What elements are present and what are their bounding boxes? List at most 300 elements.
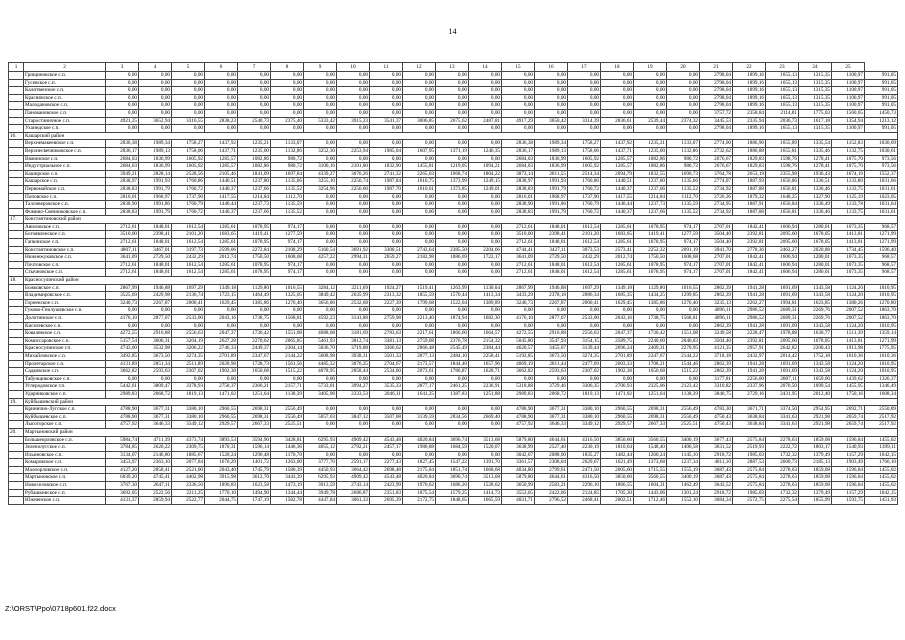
settlement-name: Талловеровское с.п. xyxy=(24,201,106,209)
row-index-cell xyxy=(9,368,24,376)
value-cell: 2712,61 xyxy=(502,239,535,247)
value-cell: 0,00 xyxy=(568,375,601,383)
value-cell: 1605,92 xyxy=(172,163,205,171)
value-cell: 1596,84 xyxy=(832,474,865,482)
value-cell: 1691,69 xyxy=(766,292,799,300)
value-cell: 1237,73 xyxy=(634,201,667,209)
value-cell: 4020,84 xyxy=(403,436,436,444)
value-cell: 2267,87 xyxy=(535,299,568,307)
value-cell: 1157,29 xyxy=(832,489,865,497)
value-cell: 1336,49 xyxy=(799,201,832,209)
value-cell: 1715,55 xyxy=(634,466,667,474)
value-cell: 1280,01 xyxy=(799,269,832,277)
value-cell: 974,17 xyxy=(271,239,304,247)
value-cell: 0,00 xyxy=(601,322,634,330)
value-cell: 2866,48 xyxy=(403,345,436,353)
value-cell: 3197,73 xyxy=(172,246,205,254)
value-cell: 991,05 xyxy=(865,94,898,102)
value-cell: 2040,83 xyxy=(667,337,700,345)
value-cell: 2916,88 xyxy=(139,330,172,338)
table-header-row xyxy=(9,63,898,72)
value-cell: 1842,41 xyxy=(733,269,766,277)
value-cell: 1732,32 xyxy=(766,451,799,459)
value-cell: 3850,60 xyxy=(601,436,634,444)
value-cell: 1235,21 xyxy=(634,140,667,148)
row-index-cell xyxy=(9,413,24,421)
settlement-name: Богоявленское с.п. xyxy=(24,231,106,239)
value-cell: 1886,69 xyxy=(436,254,469,262)
value-cell: 2836,38 xyxy=(502,140,535,148)
value-cell: 2635,99 xyxy=(337,292,370,300)
value-cell: 2572,75 xyxy=(733,497,766,505)
value-cell: 1656,81 xyxy=(766,185,799,193)
value-cell: 1656,81 xyxy=(766,208,799,216)
row-index-cell xyxy=(9,102,24,110)
district-name: Куйбышевский район xyxy=(24,398,898,406)
column-header: 2 xyxy=(24,63,106,72)
value-cell: 1836,99 xyxy=(139,155,172,163)
value-cell: 1446,36 xyxy=(271,444,304,452)
value-cell: 0,00 xyxy=(502,94,535,102)
row-index-cell xyxy=(9,155,24,163)
value-cell: 4745,41 xyxy=(139,474,172,482)
value-cell: 1596,40 xyxy=(865,246,898,254)
value-cell: 1886,96 xyxy=(733,140,766,148)
value-cell: 0,00 xyxy=(139,102,172,110)
value-cell: 1859,08 xyxy=(799,482,832,490)
value-cell: 1775,95 xyxy=(865,345,898,353)
value-cell: 2836,17 xyxy=(106,147,139,155)
value-cell: 0,00 xyxy=(370,261,403,269)
value-cell: 0,00 xyxy=(271,109,304,117)
value-cell: 0,00 xyxy=(403,231,436,239)
value-cell: 1819,13 xyxy=(172,390,205,398)
value-cell: 1515,22 xyxy=(271,368,304,376)
value-cell: 1440,44 xyxy=(601,201,634,209)
value-cell: 0,00 xyxy=(337,223,370,231)
settlement-name: Большеорловское с.п. xyxy=(24,436,106,444)
value-cell: 0,00 xyxy=(469,94,502,102)
value-cell: 1237,66 xyxy=(634,208,667,216)
value-cell: 1278,41 xyxy=(799,155,832,163)
value-cell: 1596,84 xyxy=(832,482,865,490)
column-header: 24 xyxy=(799,63,832,72)
table-row xyxy=(9,223,898,231)
value-cell: 0,00 xyxy=(172,322,205,330)
column-header: 25 xyxy=(832,63,865,72)
value-cell: 1697,84 xyxy=(271,170,304,178)
value-cell: 1728,73 xyxy=(238,360,271,368)
value-cell: 0,00 xyxy=(205,79,238,87)
district-number: 20. xyxy=(9,428,24,436)
value-cell: 0,00 xyxy=(337,125,370,133)
table-row xyxy=(9,231,898,239)
value-cell: 0,00 xyxy=(502,375,535,383)
table-row xyxy=(9,315,898,323)
value-cell: 2729,50 xyxy=(535,254,568,262)
value-cell: 2838,90 xyxy=(106,201,139,209)
value-cell: 1249,01 xyxy=(469,185,502,193)
value-cell: 0,00 xyxy=(502,72,535,80)
value-cell: 1980,88 xyxy=(403,444,436,452)
value-cell: 1551,08 xyxy=(667,330,700,338)
value-cell: 1260,24 xyxy=(634,451,667,459)
value-cell: 4096,11 xyxy=(700,307,733,315)
value-cell: 2532,68 xyxy=(337,299,370,307)
value-cell: 0,00 xyxy=(304,79,337,87)
table-row xyxy=(9,269,898,277)
value-cell: 3501,33 xyxy=(370,352,403,360)
value-cell: 1913,98 xyxy=(832,345,865,353)
table-row xyxy=(9,201,898,209)
value-cell: 1842,41 xyxy=(733,223,766,231)
value-cell: 4402,98 xyxy=(172,474,205,482)
value-cell: 2729,16 xyxy=(733,390,766,398)
value-cell: 1129,80 xyxy=(634,284,667,292)
value-cell: 0,00 xyxy=(535,87,568,95)
value-cell: 2960,55 xyxy=(205,413,238,421)
value-cell: 2734,92 xyxy=(700,185,733,193)
value-cell: 0,00 xyxy=(535,79,568,87)
value-cell: 3349,12 xyxy=(568,421,601,429)
value-cell: 991,05 xyxy=(865,102,898,110)
value-cell: 1285,57 xyxy=(601,155,634,163)
value-cell: 2392,81 xyxy=(733,231,766,239)
value-cell: 2335,94 xyxy=(733,117,766,125)
value-cell: 2003,33 xyxy=(601,360,634,368)
value-cell: 2545,49 xyxy=(436,345,469,353)
settlement-name: Калитвенское с.п. xyxy=(24,87,106,95)
value-cell: 2533,00 xyxy=(568,315,601,323)
value-cell: 1899,16 xyxy=(733,72,766,80)
value-cell: 1659,00 xyxy=(799,375,832,383)
value-cell: 0,00 xyxy=(304,239,337,247)
value-cell: 1349,18 xyxy=(205,284,238,292)
value-cell: 0,00 xyxy=(304,223,337,231)
value-cell: 1836,99 xyxy=(535,163,568,171)
table-row xyxy=(9,413,898,421)
value-cell: 2269,76 xyxy=(799,315,832,323)
row-index-cell xyxy=(9,360,24,368)
value-cell: 3316,55 xyxy=(172,117,205,125)
value-cell: 2462,27 xyxy=(766,246,799,254)
district-number: 18. xyxy=(9,277,24,285)
table-row xyxy=(9,87,898,95)
value-cell: 5045,80 xyxy=(502,337,535,345)
value-cell: 1346,49 xyxy=(865,383,898,391)
value-cell: 1413,81 xyxy=(832,337,865,345)
value-cell: 3532,98 xyxy=(139,345,172,353)
value-cell: 0,00 xyxy=(436,72,469,80)
value-cell: 2778,36 xyxy=(733,246,766,254)
value-cell: 0,00 xyxy=(337,155,370,163)
value-cell: 1745,79 xyxy=(238,466,271,474)
value-cell: 2517,92 xyxy=(865,413,898,421)
value-cell: 1655,13 xyxy=(766,94,799,102)
settlement-name: Первомайское с.п. xyxy=(24,185,106,193)
value-cell: 1623,85 xyxy=(799,299,832,307)
value-cell: 1237,66 xyxy=(238,208,271,216)
tariff-table-container xyxy=(8,62,897,505)
column-header: 6 xyxy=(205,63,238,72)
value-cell: 2005,60 xyxy=(601,466,634,474)
value-cell: 3240,73 xyxy=(106,299,139,307)
value-cell: 1031,66 xyxy=(865,178,898,186)
value-cell: 1555,19 xyxy=(667,466,700,474)
value-cell: 2432,97 xyxy=(733,352,766,360)
value-cell: 974,17 xyxy=(667,223,700,231)
value-cell: 0,00 xyxy=(205,109,238,117)
value-cell: 3691,92 xyxy=(337,246,370,254)
value-cell: 1723,15 xyxy=(205,292,238,300)
value-cell: 2838,97 xyxy=(106,178,139,186)
column-header: 13 xyxy=(436,63,469,72)
value-cell: 1760,72 xyxy=(568,208,601,216)
value-cell: 1691,69 xyxy=(766,368,799,376)
value-cell: 0,00 xyxy=(238,94,271,102)
value-cell: 1132,75 xyxy=(832,147,865,155)
value-cell: 1623,58 xyxy=(238,482,271,490)
value-cell: 1315,35 xyxy=(799,72,832,80)
value-cell: 4807,11 xyxy=(106,246,139,254)
row-index-cell xyxy=(9,375,24,383)
value-cell: 1836,99 xyxy=(535,155,568,163)
value-cell: 3141,88 xyxy=(337,315,370,323)
value-cell: 3677,31 xyxy=(535,406,568,414)
value-cell: 1010,95 xyxy=(865,360,898,368)
value-cell: 0,00 xyxy=(370,322,403,330)
value-cell: 4131,37 xyxy=(106,497,139,505)
value-cell: 6295,93 xyxy=(304,474,337,482)
value-cell: 1899,16 xyxy=(733,94,766,102)
value-cell: 2575,84 xyxy=(733,474,766,482)
value-cell: 2918,72 xyxy=(700,489,733,497)
value-cell: 1989,13 xyxy=(535,147,568,155)
value-cell: 0,00 xyxy=(337,94,370,102)
value-cell: 4272,55 xyxy=(106,330,139,338)
row-index-cell xyxy=(9,421,24,429)
value-cell: 3850,60 xyxy=(601,474,634,482)
value-cell: 4031,71 xyxy=(502,497,535,505)
value-cell: 1691,69 xyxy=(766,284,799,292)
value-cell: 5192,85 xyxy=(502,352,535,360)
value-cell: 1237,66 xyxy=(634,185,667,193)
value-cell: 1896,83 xyxy=(205,482,238,490)
value-cell: 1650,68 xyxy=(634,368,667,376)
value-cell: 4020,84 xyxy=(403,474,436,482)
value-cell: 2556,49 xyxy=(271,413,304,421)
value-cell: 2157,71 xyxy=(271,383,304,391)
value-cell: 3696,74 xyxy=(436,436,469,444)
value-cell: 1413,34 xyxy=(469,292,502,300)
value-cell: 1606,94 xyxy=(766,261,799,269)
row-index-cell xyxy=(9,315,24,323)
value-cell: 0,00 xyxy=(304,201,337,209)
value-cell: 1280,01 xyxy=(799,223,832,231)
value-cell: 3380,10 xyxy=(568,413,601,421)
value-cell: 1722,17 xyxy=(469,254,502,262)
value-cell: 2877,13 xyxy=(403,352,436,360)
value-cell: 3240,73 xyxy=(502,299,535,307)
value-cell: 2277,43 xyxy=(370,459,403,467)
value-cell: 1482,44 xyxy=(601,451,634,459)
value-cell: 2689,31 xyxy=(766,315,799,323)
value-cell: 5984,74 xyxy=(106,436,139,444)
value-cell: 1130,04 xyxy=(469,284,502,292)
value-cell: 1100,97 xyxy=(832,94,865,102)
value-cell: 1082,86 xyxy=(238,155,271,163)
value-cell: 1612,54 xyxy=(172,223,205,231)
value-cell: 1605,92 xyxy=(172,155,205,163)
value-cell: 2385,50 xyxy=(436,246,469,254)
value-cell: 3941,70 xyxy=(700,246,733,254)
value-cell: 1859,08 xyxy=(799,474,832,482)
value-cell: 1343,58 xyxy=(799,368,832,376)
value-cell: 1924,27 xyxy=(370,284,403,292)
value-cell: 1730,42 xyxy=(634,330,667,338)
value-cell: 1941,28 xyxy=(733,284,766,292)
value-cell: 1042,15 xyxy=(865,489,898,497)
value-cell: 0,00 xyxy=(667,307,700,315)
value-cell: 2712,61 xyxy=(106,261,139,269)
value-cell: 0,00 xyxy=(436,375,469,383)
value-cell: 3662,82 xyxy=(106,368,139,376)
value-cell: 5733,01 xyxy=(304,383,337,391)
value-cell: 1612,54 xyxy=(568,261,601,269)
value-cell: 0,00 xyxy=(403,201,436,209)
value-cell: 0,00 xyxy=(667,94,700,102)
value-cell: 0,00 xyxy=(304,307,337,315)
value-cell: 2136,74 xyxy=(172,292,205,300)
value-cell: 2046,11 xyxy=(370,390,403,398)
value-cell: 0,00 xyxy=(502,307,535,315)
value-cell: 1851,74 xyxy=(436,466,469,474)
value-cell: 1078,95 xyxy=(238,261,271,269)
value-cell: 1440,51 xyxy=(601,178,634,186)
value-cell: 0,00 xyxy=(436,406,469,414)
value-cell: 1887,88 xyxy=(733,208,766,216)
value-cell: 2758,37 xyxy=(205,383,238,391)
value-cell: 4096,11 xyxy=(700,315,733,323)
value-cell: 3638,84 xyxy=(733,413,766,421)
value-cell: 1462,49 xyxy=(667,482,700,490)
value-cell: 2309,75 xyxy=(172,444,205,452)
value-cell: 0,00 xyxy=(304,269,337,277)
value-cell: 1031,61 xyxy=(865,185,898,193)
value-cell: 2986,52 xyxy=(733,315,766,323)
value-cell: 1135,59 xyxy=(271,201,304,209)
value-cell: 4788,90 xyxy=(106,406,139,414)
value-cell: 2726,36 xyxy=(700,193,733,201)
value-cell: 2712,61 xyxy=(502,261,535,269)
value-cell: 3718,18 xyxy=(700,352,733,360)
value-cell: 1848,01 xyxy=(139,261,172,269)
value-cell: 0,00 xyxy=(535,94,568,102)
value-cell: 1451,93 xyxy=(865,497,898,505)
value-cell: 973,56 xyxy=(865,163,898,171)
value-cell: 2020,88 xyxy=(799,246,832,254)
value-cell: 0,00 xyxy=(271,94,304,102)
value-cell: 2449,37 xyxy=(238,345,271,353)
value-cell: 1285,61 xyxy=(601,261,634,269)
value-cell: 2862,39 xyxy=(700,292,733,300)
value-cell: 2511,89 xyxy=(172,360,205,368)
value-cell: 1593,75 xyxy=(832,497,865,505)
value-cell: 3006,85 xyxy=(403,117,436,125)
value-cell: 1832,90 xyxy=(370,163,403,171)
column-header: 20 xyxy=(667,63,700,72)
value-cell: 3677,31 xyxy=(139,413,172,421)
row-index-cell xyxy=(9,193,24,201)
value-cell: 0,00 xyxy=(403,223,436,231)
value-cell: 0,00 xyxy=(568,322,601,330)
value-cell: 2252,32 xyxy=(634,246,667,254)
value-cell: 2278,63 xyxy=(766,482,799,490)
row-index-cell xyxy=(9,79,24,87)
value-cell: 0,00 xyxy=(238,307,271,315)
value-cell: 3641,09 xyxy=(106,254,139,262)
row-index-cell xyxy=(9,337,24,345)
value-cell: 1473,19 xyxy=(271,482,304,490)
value-cell: 3594,90 xyxy=(238,436,271,444)
value-cell: 2698,31 xyxy=(634,413,667,421)
value-cell: 2575,84 xyxy=(733,466,766,474)
value-cell: 1607,95 xyxy=(403,147,436,155)
value-cell: 2707,01 xyxy=(700,223,733,231)
value-cell: 1656,84 xyxy=(766,201,799,209)
value-cell: 2007,52 xyxy=(832,307,865,315)
value-cell: 1664,57 xyxy=(469,330,502,338)
value-cell: 2000,41 xyxy=(568,299,601,307)
table-row xyxy=(9,72,898,80)
value-cell: 1946,88 xyxy=(535,284,568,292)
value-cell: 1841,09 xyxy=(238,170,271,178)
value-cell: 2088,00 xyxy=(535,451,568,459)
value-cell: 1010,95 xyxy=(865,322,898,330)
value-cell: 0,00 xyxy=(370,269,403,277)
row-index-cell xyxy=(9,474,24,482)
value-cell: 1414,73 xyxy=(469,489,502,497)
value-cell: 5461,93 xyxy=(304,337,337,345)
value-cell: 2409,31 xyxy=(634,345,667,353)
value-cell: 974,17 xyxy=(667,261,700,269)
table-row xyxy=(9,125,898,133)
value-cell: 1336,51 xyxy=(799,178,832,186)
value-cell: 1219,05 xyxy=(436,163,469,171)
value-cell: 1987,84 xyxy=(370,178,403,186)
value-cell: 3757,72 xyxy=(700,109,733,117)
column-header: 12 xyxy=(403,63,436,72)
value-cell: 3606,31 xyxy=(139,337,172,345)
value-cell: 3255,10 xyxy=(304,178,337,186)
value-cell: 4316,50 xyxy=(568,436,601,444)
value-cell: 4620,57 xyxy=(502,345,535,353)
value-cell: 0,00 xyxy=(337,451,370,459)
value-cell: 2707,01 xyxy=(700,269,733,277)
value-cell: 2514,34 xyxy=(568,170,601,178)
value-cell: 1494,90 xyxy=(238,489,271,497)
value-cell: 1758,06 xyxy=(172,147,205,155)
value-cell: 1670,29 xyxy=(205,459,238,467)
value-cell: 2743,64 xyxy=(403,246,436,254)
value-cell: 0,00 xyxy=(139,125,172,133)
table-row xyxy=(9,102,898,110)
settlement-name: Авиловское с.п. xyxy=(24,223,106,231)
value-cell: 974,17 xyxy=(271,261,304,269)
value-cell: 1657,96 xyxy=(469,360,502,368)
value-cell: 2036,73 xyxy=(766,117,799,125)
value-cell: 1263,00 xyxy=(271,459,304,467)
